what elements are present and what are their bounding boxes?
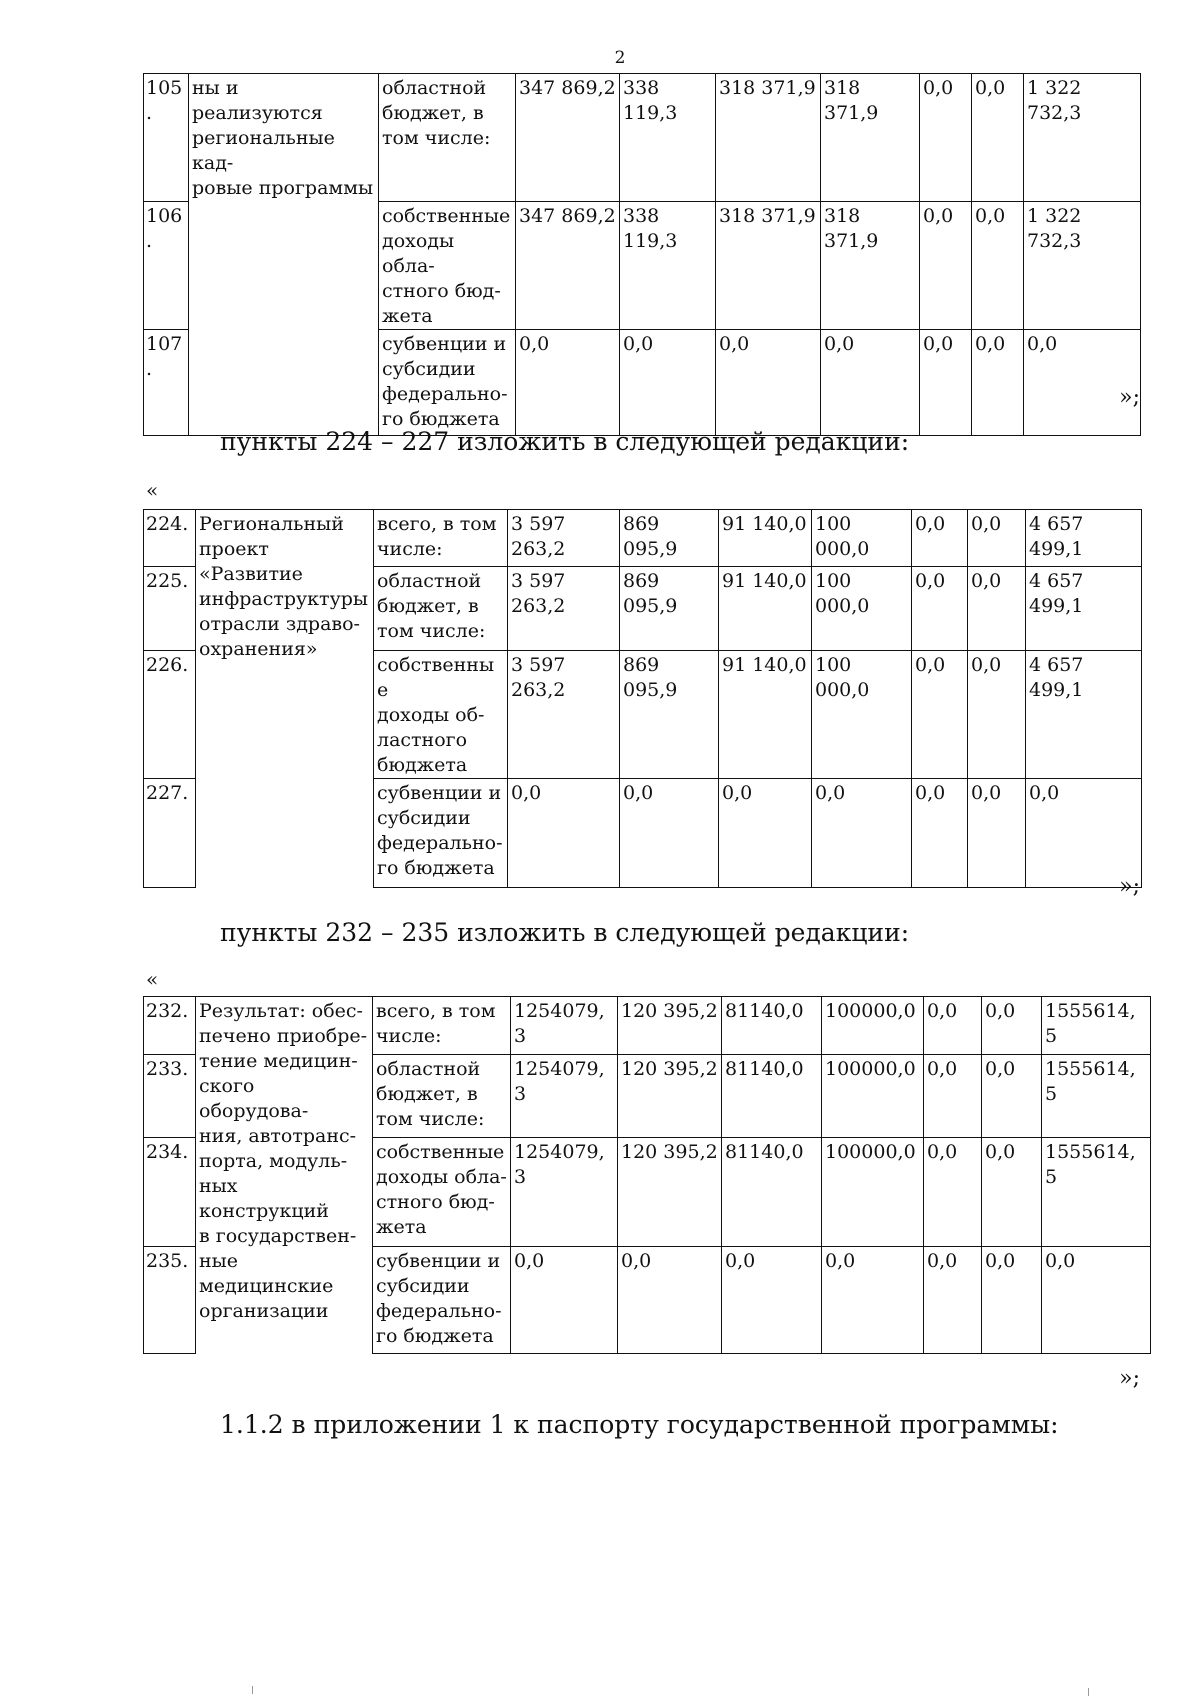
value-cell: 338 119,3 xyxy=(620,201,716,329)
value-cell: 1555614,5 xyxy=(1042,1138,1151,1247)
source-line: бюджет, в xyxy=(377,595,479,617)
paragraph-appendix-1: 1.1.2 в приложении 1 к паспорту государственной программы: xyxy=(220,1410,1059,1439)
source-cell xyxy=(379,74,516,202)
scan-artifact xyxy=(1088,1688,1089,1696)
opening-quote: « xyxy=(146,967,159,991)
table-row xyxy=(144,201,1141,329)
row-number: 107. xyxy=(144,329,189,435)
source-line: областной xyxy=(377,570,482,592)
value-cell: 0,0 xyxy=(912,567,968,651)
source-cell xyxy=(379,201,516,329)
name-line: печено приобре- xyxy=(199,1025,368,1047)
source-line: го бюджета xyxy=(376,1325,494,1347)
value-cell: 0,0 xyxy=(821,329,920,435)
closing-quote: »; xyxy=(1119,874,1140,899)
value-cell: 1254079,3 xyxy=(511,997,618,1055)
value-line: 3 597 xyxy=(511,513,566,535)
name-line: региональные кад- xyxy=(192,127,335,174)
value-cell: 0,0 xyxy=(618,1247,722,1354)
source-line: том числе: xyxy=(376,1108,485,1130)
source-line: доходы обла- xyxy=(376,1166,507,1188)
source-line: субсидии xyxy=(376,1275,470,1297)
name-line: в государствен- xyxy=(199,1225,357,1247)
name-line: Результат: обес- xyxy=(199,1000,363,1022)
value-cell: 4 657 499,1 xyxy=(1026,567,1142,651)
table-3 xyxy=(143,996,1151,1354)
value-cell: 4 657 499,1 xyxy=(1026,510,1142,567)
source-line: го бюджета xyxy=(377,857,495,879)
value-cell: 0,0 xyxy=(1026,779,1142,888)
value-cell: 100000,0 xyxy=(822,997,924,1055)
source-line: бюджет, в xyxy=(376,1083,478,1105)
value-line: 263,2 xyxy=(511,679,566,701)
table-row xyxy=(144,74,1141,202)
source-line: федерально- xyxy=(377,832,503,854)
name-line: ния, автотранс- xyxy=(199,1125,357,1147)
paragraph-points-232-235: пункты 232 – 235 изложить в следующей редакции: xyxy=(220,918,910,947)
row-number: 235. xyxy=(144,1247,196,1354)
source-line: том числе: xyxy=(377,620,486,642)
value-cell: 81140,0 xyxy=(722,1138,822,1247)
value-cell: 347 869,2 xyxy=(516,74,620,202)
name-cell-continued xyxy=(189,329,379,435)
value-cell: 318 371,9 xyxy=(716,201,821,329)
source-line: собственные xyxy=(382,204,511,227)
table-row xyxy=(144,510,1142,567)
value-cell: 100000,0 xyxy=(822,1138,924,1247)
value-cell: 0,0 xyxy=(982,1247,1042,1354)
source-line: собственные xyxy=(377,654,495,701)
source-line: числе: xyxy=(376,1025,442,1047)
value-cell: 347 869,2 xyxy=(516,201,620,329)
value-cell: 100 000,0 xyxy=(812,510,912,567)
paragraph-points-224-227: пункты 224 – 227 изложить в следующей редакции: xyxy=(220,427,910,456)
value-cell: 318 371,9 xyxy=(716,74,821,202)
name-line: тение медицин- xyxy=(199,1050,358,1072)
value-cell: 0,0 xyxy=(968,510,1026,567)
row-number: 226. xyxy=(144,651,196,779)
value-cell: 0,0 xyxy=(912,510,968,567)
value-line: 263,2 xyxy=(511,595,566,617)
value-cell: 0,0 xyxy=(920,201,972,329)
source-line: субвенции и xyxy=(376,1250,501,1272)
value-cell: 318 371,9 xyxy=(821,74,920,202)
value-cell: 0,0 xyxy=(516,329,620,435)
source-line: бюджет, в xyxy=(382,102,484,124)
row-number: 224. xyxy=(144,510,196,567)
source-line: федерально- xyxy=(382,382,508,405)
value-cell: 100 000,0 xyxy=(812,567,912,651)
value-cell: 1555614,5 xyxy=(1042,1055,1151,1138)
value-cell: 0,0 xyxy=(982,1138,1042,1247)
value-cell: 869 095,9 xyxy=(620,651,719,779)
source-line: стного бюд- xyxy=(382,279,501,302)
source-cell xyxy=(379,329,516,435)
source-line: субсидии xyxy=(382,357,476,380)
row-number: 225. xyxy=(144,567,196,651)
source-cell xyxy=(374,651,508,779)
table-row xyxy=(144,997,1151,1055)
page-number: 2 xyxy=(614,48,626,68)
value-cell xyxy=(508,651,620,779)
value-cell: 0,0 xyxy=(924,1055,982,1138)
value-cell xyxy=(508,567,620,651)
source-line: субвенции и xyxy=(377,782,502,804)
value-cell: 0,0 xyxy=(716,329,821,435)
value-cell: 0,0 xyxy=(924,1247,982,1354)
value-cell: 91 140,0 xyxy=(719,510,812,567)
source-line: доходы обла- xyxy=(382,229,455,277)
value-cell: 0,0 xyxy=(1024,329,1141,435)
value-cell: 0,0 xyxy=(508,779,620,888)
table-1 xyxy=(143,73,1141,436)
value-cell: 120 395,2 xyxy=(618,997,722,1055)
closing-quote: »; xyxy=(1119,385,1140,410)
row-number: 234. xyxy=(144,1138,196,1247)
row-number: 233. xyxy=(144,1055,196,1138)
source-line: числе: xyxy=(377,538,443,560)
value-cell: 0,0 xyxy=(924,1138,982,1247)
source-line: том числе: xyxy=(382,127,491,149)
value-cell: 0,0 xyxy=(924,997,982,1055)
value-cell: 0,0 xyxy=(1042,1247,1151,1354)
source-cell xyxy=(373,1055,511,1138)
source-line: всего, в том xyxy=(377,513,497,535)
value-cell: 0,0 xyxy=(719,779,812,888)
name-cell xyxy=(196,997,373,1354)
value-cell: 0,0 xyxy=(511,1247,618,1354)
source-cell xyxy=(374,510,508,567)
value-cell: 0,0 xyxy=(620,779,719,888)
value-cell: 869 095,9 xyxy=(620,510,719,567)
source-line: жета xyxy=(376,1216,427,1238)
source-line: го бюджета xyxy=(382,407,500,430)
source-cell xyxy=(374,779,508,888)
name-line: ровые программы xyxy=(192,177,374,199)
source-cell xyxy=(373,1247,511,1354)
name-line: порта, модуль- xyxy=(199,1150,348,1172)
source-cell xyxy=(373,997,511,1055)
value-cell: 0,0 xyxy=(912,651,968,779)
value-cell: 0,0 xyxy=(920,74,972,202)
value-cell: 338 119,3 xyxy=(620,74,716,202)
value-cell xyxy=(508,510,620,567)
value-cell: 1254079,3 xyxy=(511,1055,618,1138)
value-cell: 1555614,5 xyxy=(1042,997,1151,1055)
value-cell: 81140,0 xyxy=(722,997,822,1055)
source-line: областной xyxy=(382,77,487,99)
name-line: проект «Развитие xyxy=(199,538,303,585)
closing-quote: »; xyxy=(1119,1366,1140,1391)
value-cell: 120 395,2 xyxy=(618,1138,722,1247)
row-number: 227. xyxy=(144,779,196,888)
value-cell: 4 657 499,1 xyxy=(1026,651,1142,779)
value-line: 3 597 xyxy=(511,570,566,592)
source-line: областной xyxy=(376,1058,481,1080)
name-line: охранения» xyxy=(199,638,318,660)
value-cell: 0,0 xyxy=(912,779,968,888)
source-line: субвенции и xyxy=(382,332,507,355)
value-cell: 0,0 xyxy=(972,74,1024,202)
name-line: ные медицинские xyxy=(199,1250,334,1297)
source-line: ластного xyxy=(377,729,468,751)
value-cell: 0,0 xyxy=(982,997,1042,1055)
source-line: бюджета xyxy=(377,754,468,776)
scan-artifact xyxy=(252,1686,253,1694)
value-cell: 0,0 xyxy=(822,1247,924,1354)
value-cell: 318 371,9 xyxy=(821,201,920,329)
source-line: всего, в том xyxy=(376,1000,496,1022)
source-line: федерально- xyxy=(376,1300,502,1322)
value-cell: 120 395,2 xyxy=(618,1055,722,1138)
value-cell: 1 322 732,3 xyxy=(1024,74,1141,202)
row-number: 106. xyxy=(144,201,189,329)
source-line: собственные xyxy=(376,1141,505,1163)
value-cell: 91 140,0 xyxy=(719,651,812,779)
row-number: 105. xyxy=(144,74,189,202)
name-line: Региональный xyxy=(199,513,344,535)
name-cell xyxy=(196,510,374,888)
value-cell: 1254079,3 xyxy=(511,1138,618,1247)
value-cell: 0,0 xyxy=(972,201,1024,329)
name-line: инфраструктуры xyxy=(199,588,369,610)
value-cell: 0,0 xyxy=(972,329,1024,435)
source-line: субсидии xyxy=(377,807,471,829)
value-cell: 869 095,9 xyxy=(620,567,719,651)
source-line: жета xyxy=(382,304,433,327)
value-cell: 100 000,0 xyxy=(812,651,912,779)
value-cell: 0,0 xyxy=(968,651,1026,779)
value-cell: 81140,0 xyxy=(722,1055,822,1138)
value-cell: 0,0 xyxy=(620,329,716,435)
source-line: стного бюд- xyxy=(376,1191,495,1213)
value-cell: 0,0 xyxy=(722,1247,822,1354)
table-row xyxy=(144,329,1141,435)
name-line: ны и реализуются xyxy=(192,77,323,124)
value-cell: 0,0 xyxy=(968,567,1026,651)
value-cell: 1 322 732,3 xyxy=(1024,201,1141,329)
value-cell: 0,0 xyxy=(812,779,912,888)
name-cell-continued xyxy=(189,201,379,329)
opening-quote: « xyxy=(146,478,159,502)
value-cell: 100000,0 xyxy=(822,1055,924,1138)
value-cell: 0,0 xyxy=(968,779,1026,888)
name-cell xyxy=(189,74,379,202)
value-cell: 91 140,0 xyxy=(719,567,812,651)
value-line: 263,2 xyxy=(511,538,566,560)
source-line: доходы об- xyxy=(377,704,485,726)
source-cell xyxy=(374,567,508,651)
name-line: отрасли здраво- xyxy=(199,613,360,635)
value-cell: 0,0 xyxy=(920,329,972,435)
name-line: ных конструкций xyxy=(199,1175,329,1222)
value-line: 3 597 xyxy=(511,654,566,676)
row-number: 232. xyxy=(144,997,196,1055)
table-2 xyxy=(143,509,1142,888)
name-line: ского оборудова- xyxy=(199,1075,309,1122)
name-line: организации xyxy=(199,1300,329,1322)
source-cell xyxy=(373,1138,511,1247)
value-cell: 0,0 xyxy=(982,1055,1042,1138)
